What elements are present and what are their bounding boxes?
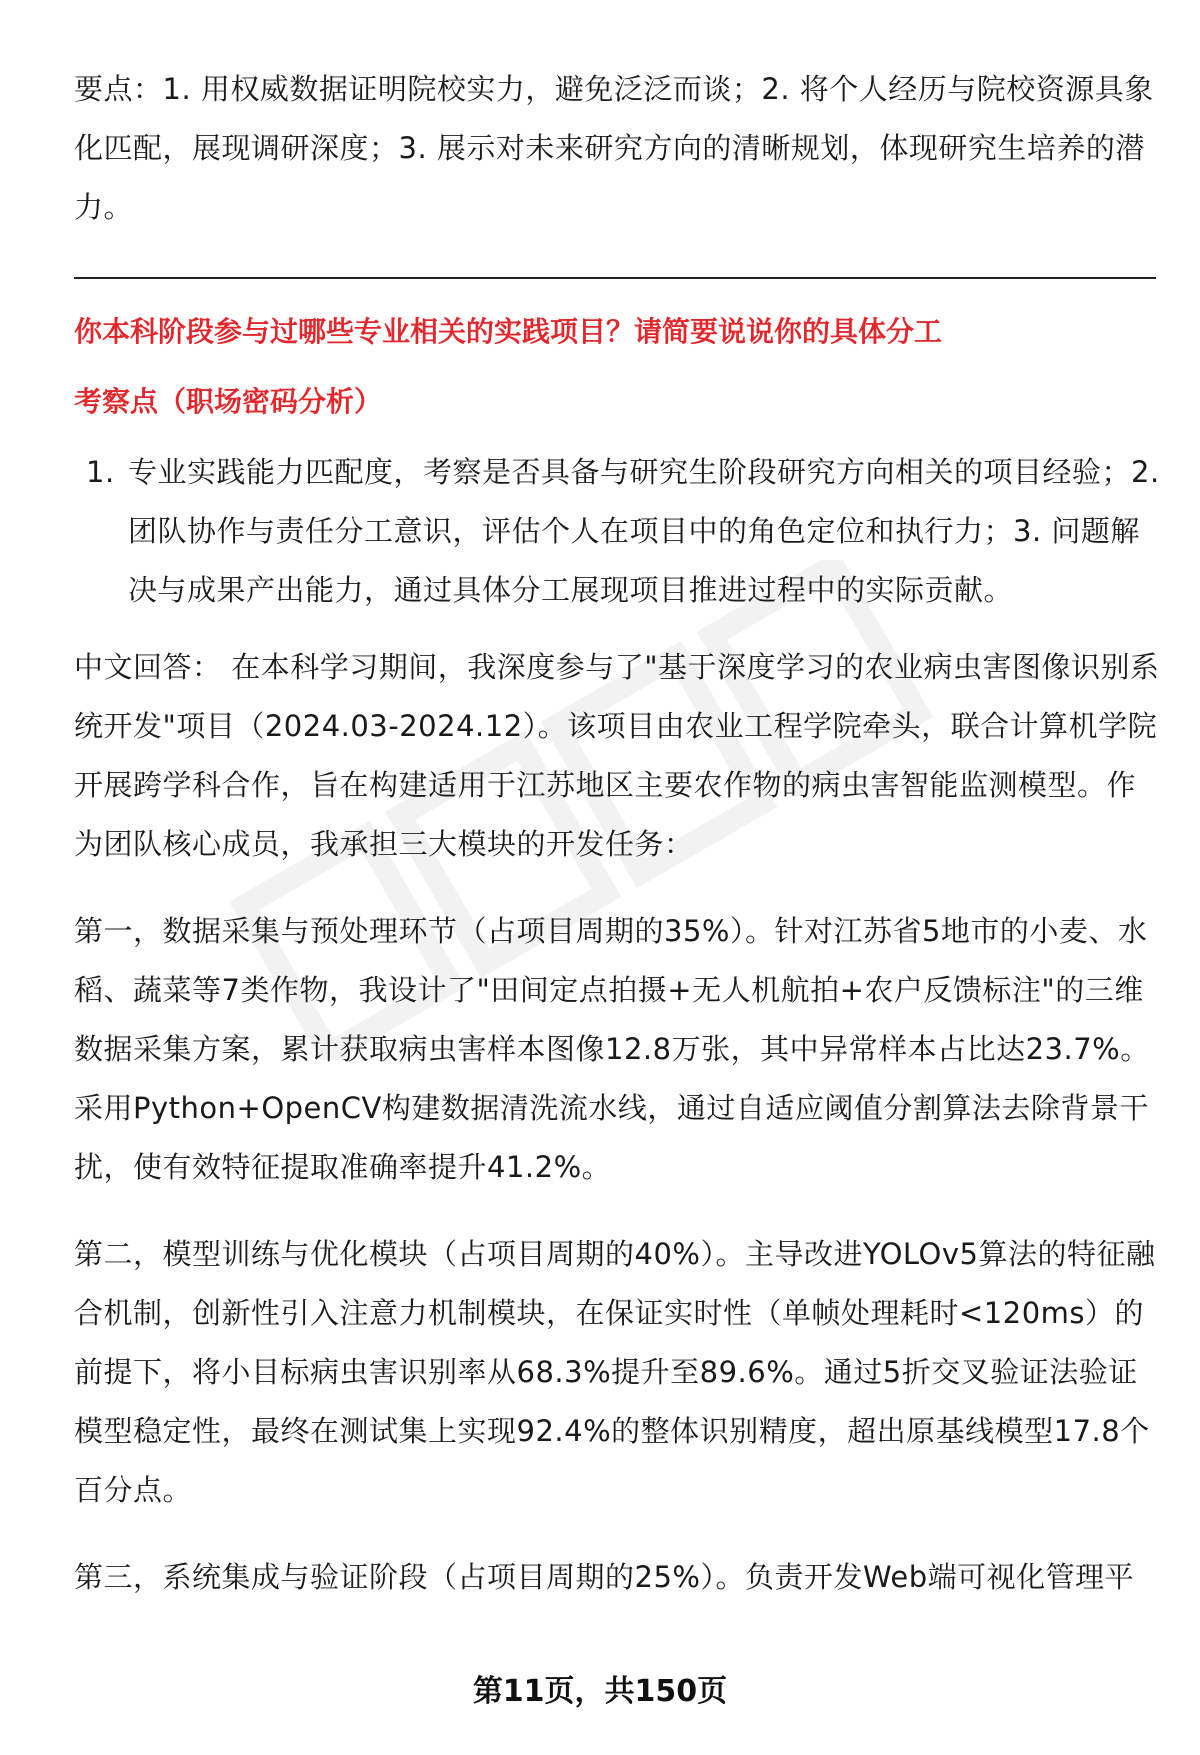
- answer-first-paragraph: 第一，数据采集与预处理环节（占项目周期的35%）。针对江苏省5地市的小麦、水稻、蔬菜等7类作物，我设计了"田间定点拍摄+无人机航拍+农户反馈标注"的三维数据采集方案，累计获取病虫害样本图像12.8万张，其中异常样本占比达23.7%。采用Python+OpenCV构建数据清洗流水线，通过自适应阈值分割算法去除背景干扰，使有效特征提取准确率提升41.2%。: [74, 914, 1150, 1184]
- page-number-footer: 第11页，共150页: [472, 1674, 728, 1709]
- assessment-text: 专业实践能力匹配度，考察是否具备与研究生阶段研究方向相关的项目经验；2. 团队协作与责任分工意识，评估个人在项目中的角色定位和执行力；3. 问题解决与成果产出能力，通过具体分工展现项目推进过程中的实际贡献。: [128, 455, 1160, 607]
- section-divider: [74, 277, 1156, 279]
- answer-second-paragraph: 第二，模型训练与优化模块（占项目周期的40%）。主导改进YOLOv5算法的特征融合机制，创新性引入注意力机制模块，在保证实时性（单帧处理耗时<120ms）的前提下，将小目标病虫害识别率从68.3%提升至89.6%。通过5折交叉验证法验证模型稳定性，最终在测试集上实现92.4%的整体识别精度，超出原基线模型17.8个百分点。: [74, 1237, 1156, 1507]
- intro-key-points: 要点：1. 用权威数据证明院校实力，避免泛泛而谈；2. 将个人经历与院校资源具象化匹配，展现调研深度；3. 展示对未来研究方向的清晰规划，体现研究生培养的潜力。: [74, 72, 1154, 224]
- document-page: [74, 60, 1160, 1607]
- assessment-list-item: [74, 443, 1160, 620]
- answer-intro-paragraph: 中文回答： 在本科学习期间，我深度参与了"基于深度学习的农业病虫害图像识别系统开发"项目（2024.03-2024.12）。该项目由农业工程学院牵头，联合计算机学院开展跨学科合作，旨在构建适用于江苏地区主要农作物的病虫害智能监测模型。作为团队核心成员，我承担三大模块的开发任务：: [74, 650, 1160, 861]
- assessment-heading: 考察点（职场密码分析）: [74, 385, 383, 418]
- answer-third-paragraph: 第三，系统集成与验证阶段（占项目周期的25%）。负责开发Web端可视化管理平: [74, 1560, 1135, 1594]
- list-number: 1.: [86, 455, 115, 489]
- interview-question: 你本科阶段参与过哪些专业相关的实践项目？请简要说说你的具体分工: [74, 315, 943, 348]
